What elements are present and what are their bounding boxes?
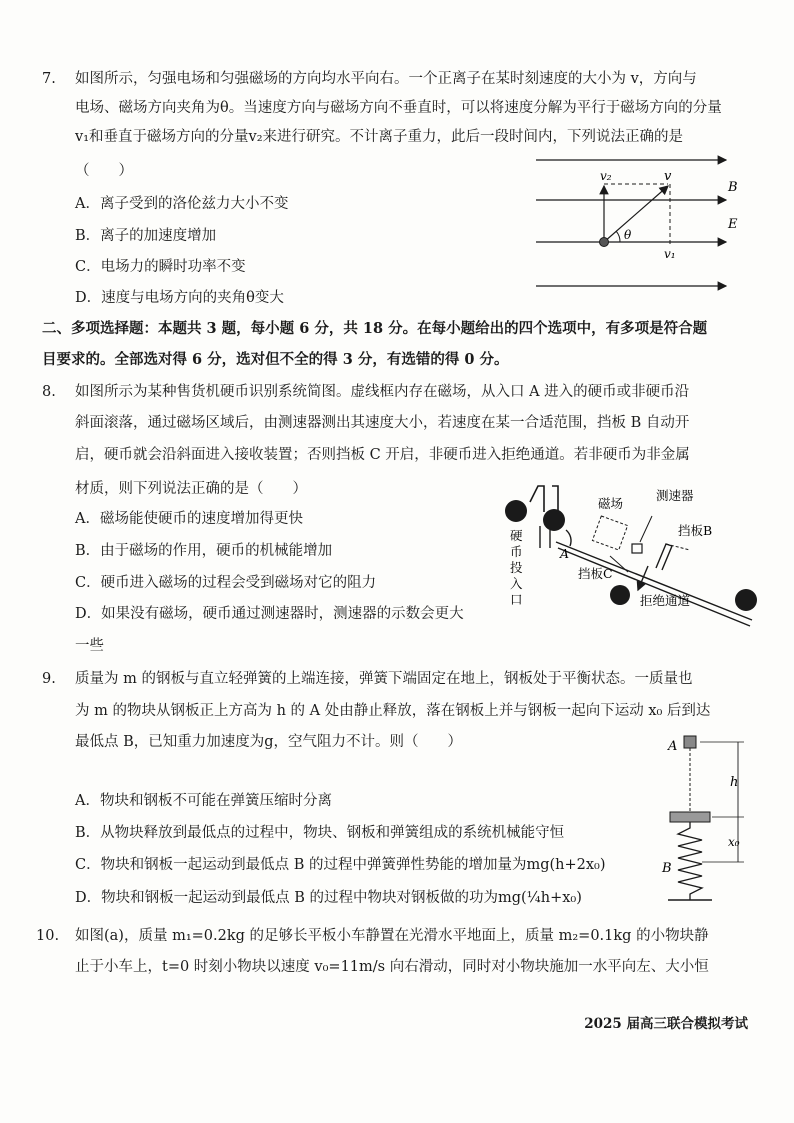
q8-option-d-cont: 一些 xyxy=(75,638,104,654)
q7-label-v1: v₁ xyxy=(664,247,676,261)
q8-coin-diagram xyxy=(500,478,762,640)
q9-label-x0: x₀ xyxy=(728,835,740,849)
q8-label-entry-1: 硬 xyxy=(510,528,523,543)
q8-label-baffle-c: 挡板C xyxy=(578,566,613,581)
q7-option-d: D．速度与电场方向的夹角θ变大 xyxy=(75,290,284,306)
q9-block xyxy=(684,736,696,748)
q8-magnetic-region xyxy=(592,516,627,550)
q9-stem-line-3: 最低点 B，已知重力加速度为g，空气阻力不计。则（ ） xyxy=(75,734,463,750)
q7-option-b: B．离子的加速度增加 xyxy=(75,228,217,244)
q7-option-c: C．电场力的瞬时功率不变 xyxy=(75,259,246,275)
q8-coin-accept xyxy=(735,589,757,611)
q8-label-entry-2: 币 xyxy=(510,544,523,559)
q8-label-speedometer: 测速器 xyxy=(656,488,694,503)
q8-label-a: A xyxy=(560,546,570,561)
q9-option-b: B．从物块释放到最低点的过程中，物块、钢板和弹簧组成的系统机械能守恒 xyxy=(75,825,565,841)
q9-steel-plate xyxy=(670,812,710,822)
q8-label-baffle-b: 挡板B xyxy=(678,523,713,538)
q8-coin-1 xyxy=(505,500,527,522)
q7-theta-arc xyxy=(616,231,620,242)
q7-label-theta: θ xyxy=(624,228,632,242)
q8-baffle-b xyxy=(656,544,672,570)
q7-stem-line-2: 电场、磁场方向夹角为θ。当速度方向与磁场方向不垂直时，可以将速度分解为平行于磁场方向的分量 xyxy=(75,100,722,116)
q8-coin-2 xyxy=(543,509,565,531)
q7-label-B: B xyxy=(728,180,738,195)
q8-stem-line-3: 启，硬币就会沿斜面进入接收装置；否则挡板 C 开启，非硬币进入拒绝通道。若非硬币为非金属 xyxy=(75,447,690,463)
q8-stem-line-4: 材质，则下列说法正确的是（ ） xyxy=(75,481,307,497)
q7-label-v2: v₂ xyxy=(600,169,612,183)
q8-label-entry-4: 入 xyxy=(510,576,523,591)
q8-stem-line-2: 斜面滚落，通过磁场区域后，由测速器测出其速度大小，若速度在某一合适范围，挡板 B 自动开 xyxy=(75,415,690,431)
q8-speedometer-box xyxy=(632,544,642,553)
q9-number: 9. xyxy=(42,671,56,687)
q9-spring-diagram xyxy=(652,728,752,912)
q9-label-a: A xyxy=(668,739,678,754)
q9-option-c: C．物块和钢板一起运动到最低点 B 的过程中弹簧弹性势能的增加量为mg(h+2x₀) xyxy=(75,857,606,873)
q8-label-magnet: 磁场 xyxy=(598,496,624,511)
q7-option-a: A．离子受到的洛伦兹力大小不变 xyxy=(75,196,289,212)
q7-field-diagram xyxy=(528,150,754,300)
page-footer: 2025 届高三联合模拟考试 xyxy=(584,1016,748,1032)
q9-option-a: A．物块和钢板不可能在弹簧压缩时分离 xyxy=(75,793,332,809)
q8-option-b: B．由于磁场的作用，硬币的机械能增加 xyxy=(75,543,333,559)
q8-option-d: D．如果没有磁场，硬币通过测速器时，测速器的示数会更大 xyxy=(75,606,464,622)
q8-label-entry-5: 口 xyxy=(510,592,523,607)
q8-speedometer-leader xyxy=(640,516,652,542)
q9-spring xyxy=(678,822,702,900)
q8-number: 8. xyxy=(42,384,56,400)
section2-heading-line-1: 二、多项选择题：本题共 3 题，每小题 6 分，共 18 分。在每小题给出的四个选项中，有多项是符合题 xyxy=(42,320,708,337)
q7-ion xyxy=(600,238,609,247)
q10-number: 10. xyxy=(36,928,60,944)
q8-label-entry-3: 投 xyxy=(510,560,523,575)
q8-option-a: A．磁场能使硬币的速度增加得更快 xyxy=(75,511,303,527)
q7-stem-line-4: （ ） xyxy=(75,163,133,179)
q9-option-d: D．物块和钢板一起运动到最低点 B 的过程中物块对钢板做的功为mg(¼h+x₀) xyxy=(75,890,582,906)
q10-stem-line-1: 如图(a)，质量 m₁=0.2kg 的足够长平板小车静置在光滑水平地面上，质量 m₂=0.1kg 的小物块静 xyxy=(75,928,709,944)
q7-label-E: E xyxy=(728,217,738,232)
q9-stem-line-1: 质量为 m 的钢板与直立轻弹簧的上端连接，弹簧下端固定在地上，钢板处于平衡状态。一质量也 xyxy=(75,671,693,687)
section2-heading-line-2: 目要求的。全部选对得 6 分，选对但不全的得 3 分，有选错的得 0 分。 xyxy=(42,351,509,368)
q8-label-reject: 拒绝通道 xyxy=(640,593,691,608)
q8-option-c: C．硬币进入磁场的过程会受到磁场对它的阻力 xyxy=(75,575,377,591)
q10-stem-line-2: 止于小车上，t=0 时刻小物块以速度 v₀=11m/s 向右滑动，同时对小物块施加一水平向左、大小恒 xyxy=(75,959,709,975)
q7-stem-line-1: 如图所示，匀强电场和匀强磁场的方向均水平向右。一个正离子在某时刻速度的大小为 v，方向与 xyxy=(75,71,697,87)
q8-incline-bottom xyxy=(558,548,750,626)
q8-incline-top xyxy=(556,542,752,620)
q8-coin-reject xyxy=(610,585,630,605)
q9-label-h: h xyxy=(730,775,739,790)
q7-stem-line-3: v₁和垂直于磁场方向的分量v₂来进行研究。不计离子重力，此后一段时间内，下列说法正确的是 xyxy=(75,129,684,145)
q8-stem-line-1: 如图所示为某种售货机硬币识别系统简图。虚线框内存在磁场，从入口 A 进入的硬币或非硬币沿 xyxy=(75,384,690,400)
q9-label-b: B xyxy=(662,861,672,876)
q7-number: 7. xyxy=(42,71,56,87)
q7-v-arrow xyxy=(604,186,668,242)
q7-label-v: v xyxy=(664,169,672,184)
q9-stem-line-2: 为 m 的物块从钢板正上方高为 h 的 A 处由静止释放，落在钢板上并与钢板一起向下运动 x₀ 后到达 xyxy=(75,703,711,719)
q8-gate-a xyxy=(566,530,571,546)
